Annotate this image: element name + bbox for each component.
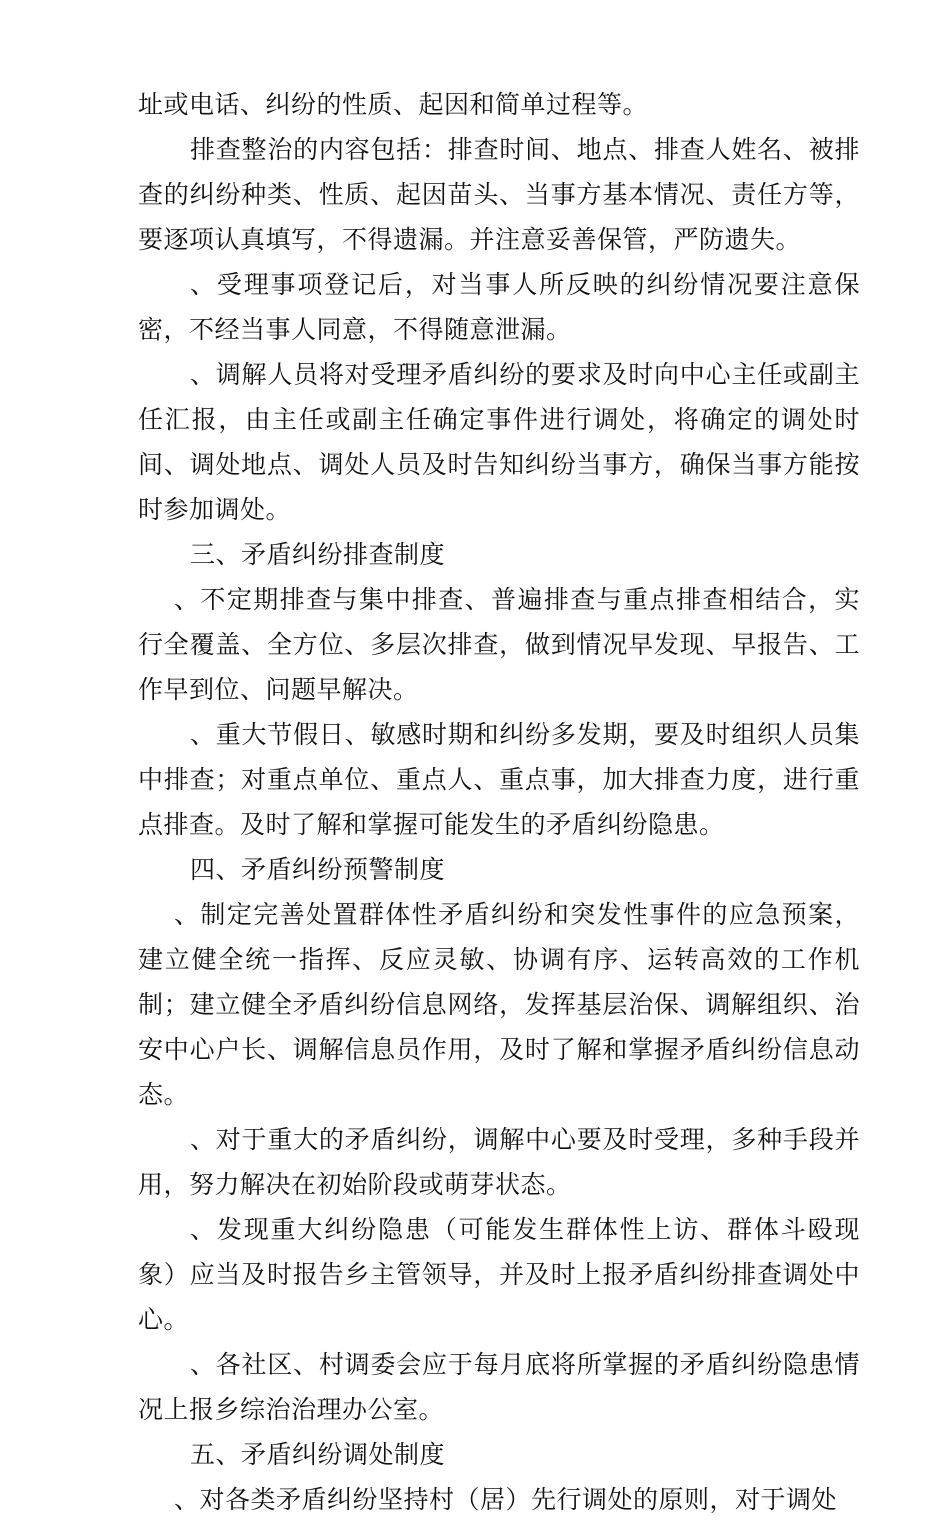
paragraph-confidentiality: 、受理事项登记后，对当事人所反映的纠纷情况要注意保密，不经当事人同意，不得随意泄漏。 <box>138 270 860 344</box>
paragraph-village-first-mediation: 、对各类矛盾纠纷坚持村（居）先行调处的原则，对于调处 <box>174 1485 838 1514</box>
paragraph-monthly-report: 、各社区、村调委会应于每月底将所掌握的矛盾纠纷隐患情况上报乡综治治理办公室。 <box>138 1350 860 1424</box>
section-heading-early-warning-system: 四、矛盾纠纷预警制度 <box>190 855 446 884</box>
section-heading-investigation-system: 三、矛盾纠纷排查制度 <box>190 540 446 569</box>
paragraph-continuation: 址或电话、纠纷的性质、起因和简单过程等。 <box>138 90 649 119</box>
paragraph-investigation-content: 排查整治的内容包括：排查时间、地点、排查人姓名、被排查的纠纷种类、性质、起因苗头、当事方基本情况、责任方等，要逐项认真填写，不得遗漏。并注意妥善保管，严防遗失。 <box>138 135 860 254</box>
paragraph-holiday-investigation: 、重大节假日、敏感时期和纠纷多发期，要及时组织人员集中排查；对重点单位、重点人、重点事，加大排查力度，进行重点排查。及时了解和掌握可能发生的矛盾纠纷隐患。 <box>138 720 860 839</box>
paragraph-hidden-danger-report: 、发现重大纠纷隐患（可能发生群体性上访、群体斗殴现象）应当及时报告乡主管领导，并及时上报矛盾纠纷排查调处中心。 <box>138 1215 860 1334</box>
section-heading-mediation-system: 五、矛盾纠纷调处制度 <box>190 1440 446 1469</box>
paragraph-mediator-report: 、调解人员将对受理矛盾纠纷的要求及时向中心主任或副主任汇报，由主任或副主任确定事件进行调处，将确定的调处时间、调处地点、调处人员及时告知纠纷当事方，确保当事方能按时参加调处。 <box>138 360 860 524</box>
paragraph-emergency-plan: 、制定完善处置群体性矛盾纠纷和突发性事件的应急预案，建立健全统一指挥、反应灵敏、协调有序、运转高效的工作机制；建立健全矛盾纠纷信息网络，发挥基层治保、调解组织、治安中心户长、调解信息员作用，及时了解和掌握矛盾纠纷信息动态。 <box>138 900 860 1109</box>
paragraph-irregular-investigation: 、不定期排查与集中排查、普遍排查与重点排查相结合，实行全覆盖、全方位、多层次排查，做到情况早发现、早报告、工作早到位、问题早解决。 <box>138 585 860 704</box>
document-body <box>138 82 860 1522</box>
paragraph-major-disputes: 、对于重大的矛盾纠纷，调解中心要及时受理，多种手段并用，努力解决在初始阶段或萌芽状态。 <box>138 1125 860 1199</box>
